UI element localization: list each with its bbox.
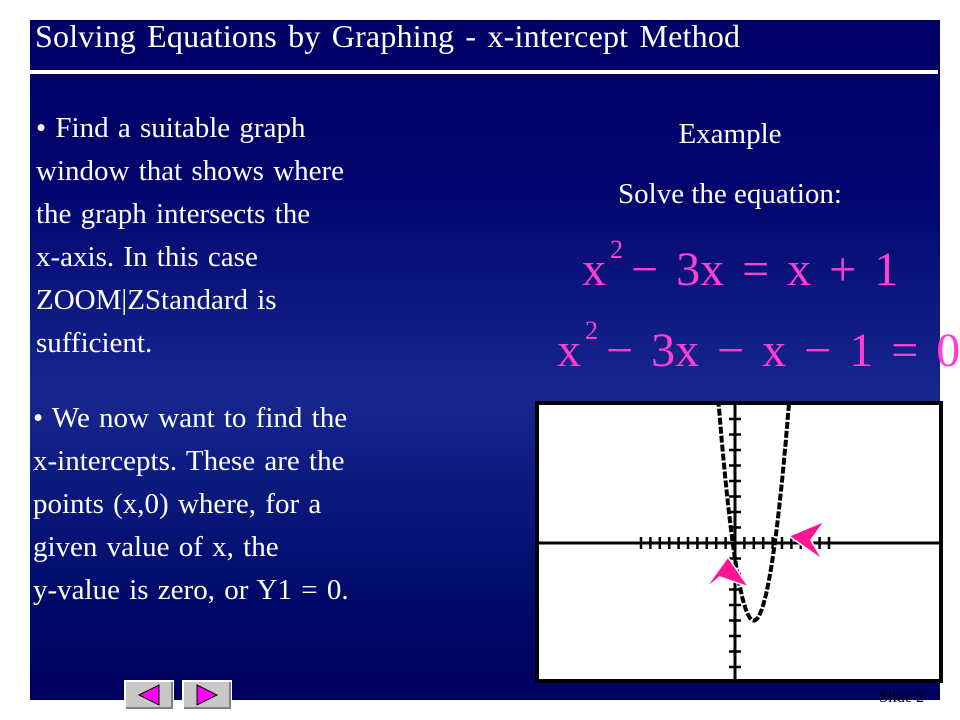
bullet-marker: • <box>36 112 47 144</box>
bullet-find-intercepts-text: We now want to find the x-intercepts. These are the points (x,0) where, for a given value of x, the y-value is zero, or Y1 = 0. <box>33 402 349 606</box>
graph-plot <box>539 405 939 679</box>
bullet-find-window-text: Find a suitable graph window that shows where the graph intersects the x-axis. In this case ZOOM|ZStandard is sufficient. <box>36 112 345 359</box>
calculator-graph-screen <box>535 401 943 683</box>
slide-number: Slide 2 <box>879 689 924 706</box>
equation-rest: − 3x − x − 1 = 0 <box>606 324 960 377</box>
equation-exponent: 2 <box>610 235 623 264</box>
bullet-find-window <box>36 107 436 365</box>
equation-rearranged <box>557 316 960 378</box>
example-label: Example <box>678 118 782 150</box>
previous-slide-button[interactable] <box>124 680 174 710</box>
bullet-marker: • <box>33 402 44 434</box>
triangle-left-icon <box>125 681 173 709</box>
equation-original <box>582 235 899 297</box>
equation-exponent: 2 <box>585 316 598 345</box>
equation-rest: − 3x = x + 1 <box>631 243 899 296</box>
slide-title: Solving Equations by Graphing - x-intercept Method <box>35 18 741 54</box>
equation-base: x <box>557 324 581 377</box>
solve-instruction: Solve the equation: <box>618 178 842 210</box>
triangle-right-icon <box>183 681 231 709</box>
next-slide-button[interactable] <box>182 680 232 710</box>
equation-base: x <box>582 243 606 296</box>
bullet-find-intercepts <box>33 397 443 612</box>
title-divider <box>22 70 938 74</box>
